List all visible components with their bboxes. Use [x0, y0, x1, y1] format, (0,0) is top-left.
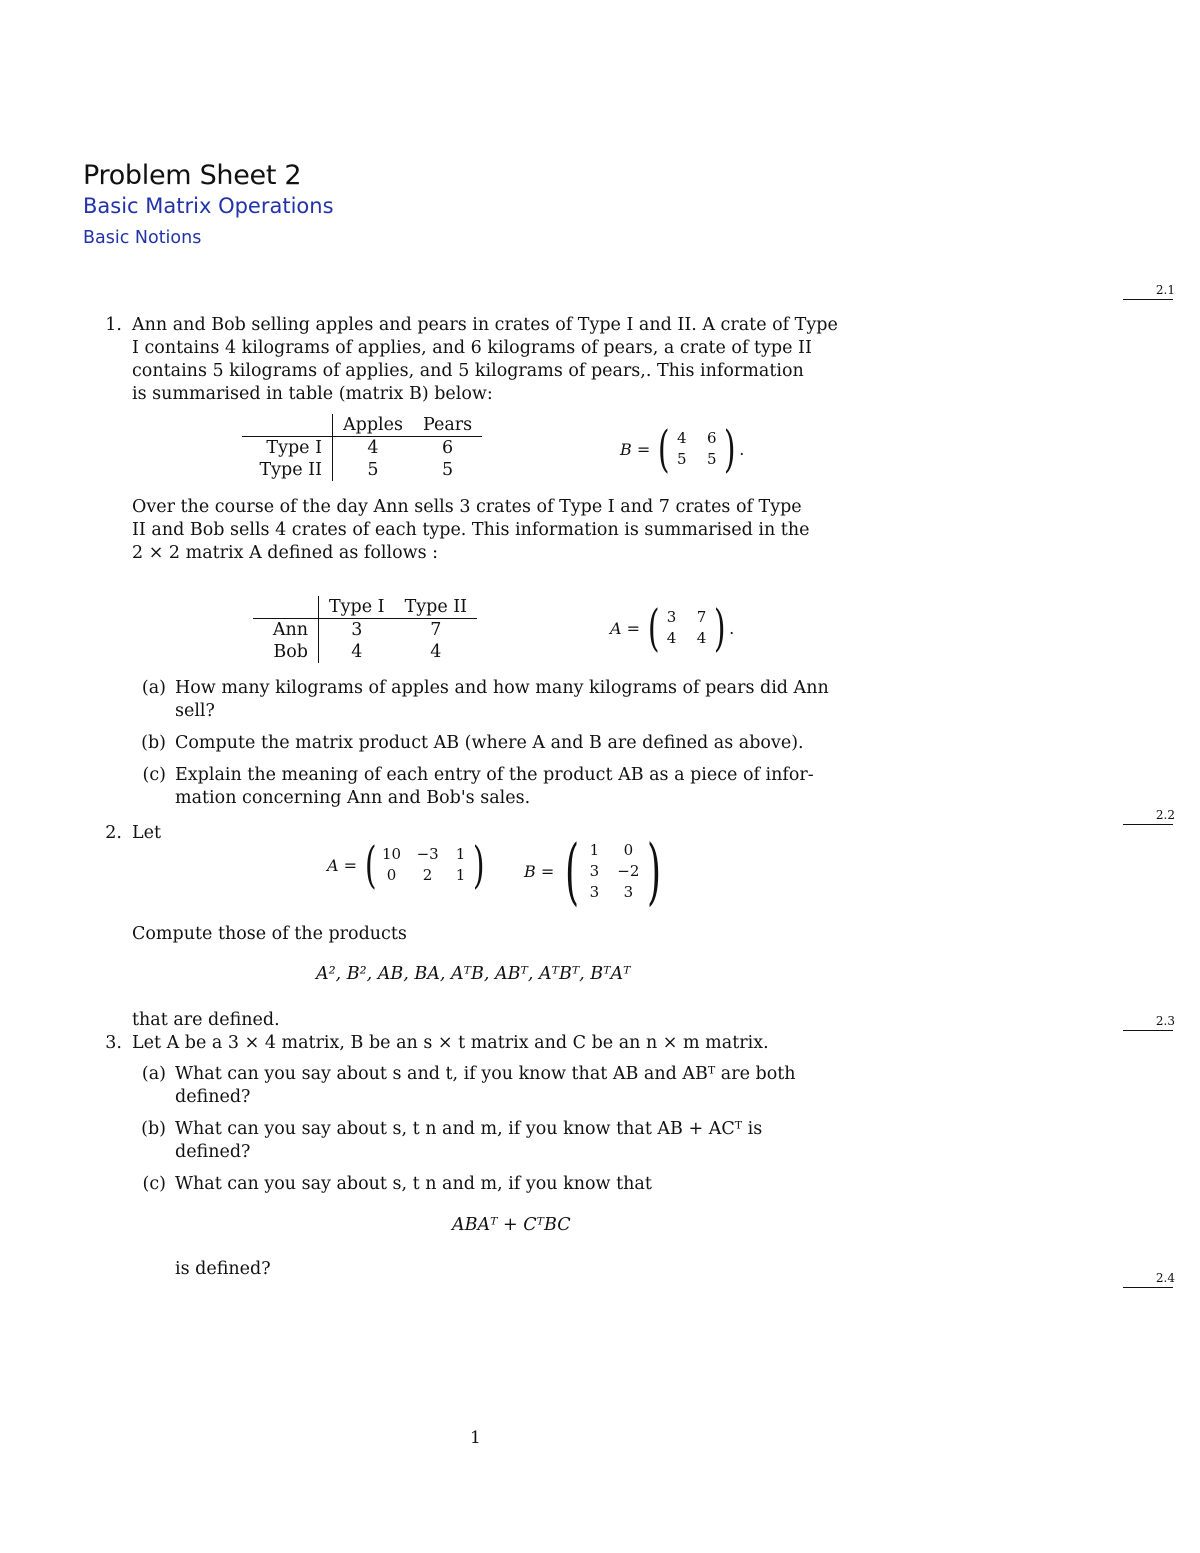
- problem-number: 3.: [105, 1033, 122, 1053]
- matrix-B-3x2: B = ( 1 0 3 −2 3 3 ): [524, 829, 662, 913]
- part-text: What can you say about s and t, if you know that AB and ABᵀ are both defined?: [175, 1064, 796, 1107]
- text-line: contains 5 kilograms of applies, and 5 kilograms of pears,. This information: [132, 361, 804, 381]
- text-line: 2 × 2 matrix A defined as follows :: [132, 543, 439, 563]
- margin-label: 2.2: [1115, 808, 1175, 825]
- problem1-intro: [132, 314, 838, 406]
- margin-label: 2.1: [1115, 283, 1175, 300]
- problem-number: 1.: [105, 315, 122, 335]
- table-row: Bob 4 4: [253, 641, 477, 663]
- part-label: (c): [142, 765, 166, 785]
- part-text: Compute the matrix product AB (where A and B are defined as above).: [175, 733, 804, 753]
- text-line: I contains 4 kilograms of applies, and 6 kilograms of pears, a crate of type II: [132, 338, 812, 358]
- matrix-B-display: B = ( 4 6 5 5 ) .: [620, 420, 745, 478]
- section-heading: Basic Notions: [83, 228, 202, 248]
- text-line: Over the course of the day Ann sells 3 crates of Type I and 7 crates of Type: [132, 497, 802, 517]
- part-label: (b): [141, 733, 166, 753]
- table-row: Type I 4 6: [242, 437, 482, 460]
- margin-label: 2.4: [1115, 1271, 1175, 1288]
- part-text: Explain the meaning of each entry of the product AB as a piece of infor- mation concerning Ann and Bob's sales.: [175, 765, 814, 808]
- table-row: Type II 5 5: [242, 459, 482, 481]
- apples-pears-table: [242, 414, 482, 481]
- problem-number: 2.: [105, 823, 122, 843]
- page-title: Problem Sheet 2: [83, 160, 302, 191]
- column-header: Type I: [319, 596, 395, 619]
- products-list: A², B², AB, BA, AᵀB, ABᵀ, AᵀBᵀ, BᵀAᵀ: [316, 964, 631, 984]
- table-row: Ann 3 7: [253, 619, 477, 642]
- text-line: is summarised in table (matrix B) below:: [132, 384, 493, 404]
- text-line: Ann and Bob selling apples and pears in crates of Type I and II. A crate of Type: [132, 315, 838, 335]
- problem1-middle: [132, 496, 809, 565]
- part-label: (a): [141, 1064, 166, 1084]
- problem2-lead: Let: [132, 823, 162, 843]
- margin-label: 2.3: [1115, 1014, 1175, 1031]
- column-header: Apples: [333, 414, 413, 437]
- part-label: (c): [142, 1174, 166, 1194]
- expression: ABAᵀ + CᵀBC: [452, 1215, 571, 1235]
- page-subtitle: Basic Matrix Operations: [83, 194, 334, 218]
- matrix-A-2x3: A = ( 10 −3 1 0 2 1 ): [327, 836, 485, 894]
- column-header: Type II: [395, 596, 478, 619]
- matrix-A-display: A = ( 3 7 4 4 ) .: [610, 599, 735, 657]
- part-label: (a): [141, 678, 166, 698]
- page-number: 1: [470, 1428, 481, 1448]
- part-label: (b): [141, 1119, 166, 1139]
- part-text: What can you say about s, t n and m, if you know that: [175, 1174, 652, 1194]
- sales-table: [253, 596, 477, 663]
- part-text: What can you say about s, t n and m, if you know that AB + ACᵀ is defined?: [175, 1119, 763, 1162]
- closing-line: that are defined.: [132, 1010, 280, 1030]
- part-text: How many kilograms of apples and how many kilograms of pears did Ann sell?: [175, 678, 829, 721]
- problem3-lead: Let A be a 3 × 4 matrix, B be an s × t matrix and C be an n × m matrix.: [132, 1033, 769, 1053]
- text-line: II and Bob sells 4 crates of each type. This information is summarised in the: [132, 520, 810, 540]
- compute-line: Compute those of the products: [132, 924, 407, 944]
- column-header: Pears: [413, 414, 482, 437]
- closing-line: is defined?: [175, 1259, 271, 1279]
